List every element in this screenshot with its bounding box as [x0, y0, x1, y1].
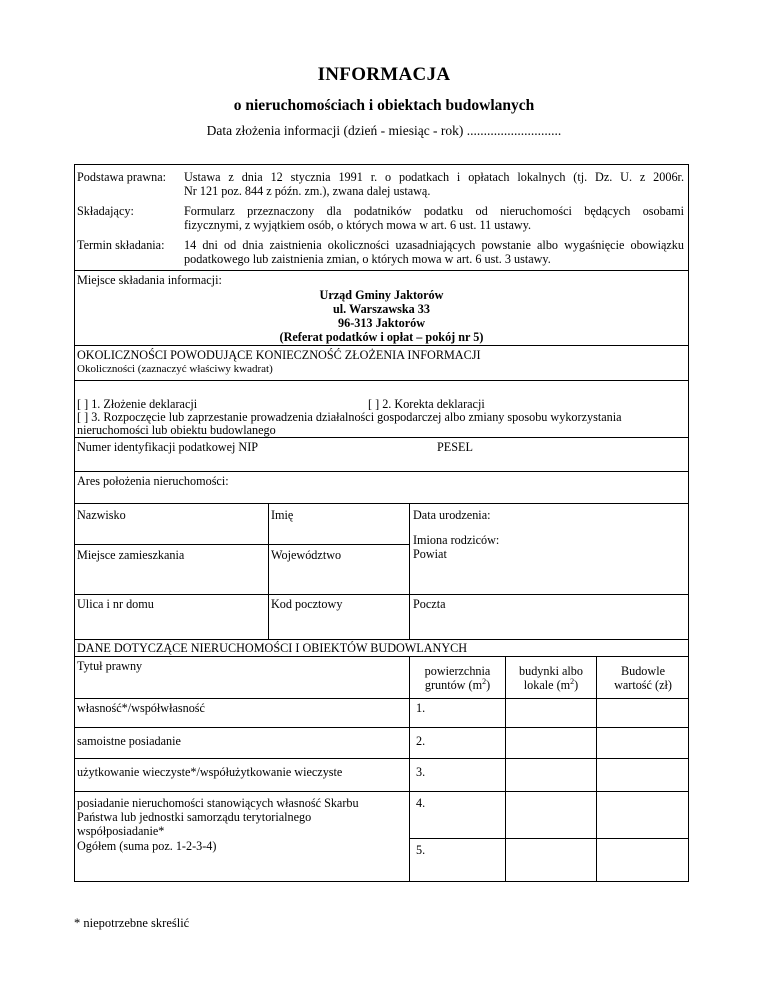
filer-text-1: Formularz przeznaczony dla podatników podatku od nieruchomości będących osobami	[184, 204, 684, 218]
form-title: INFORMACJA	[317, 64, 451, 85]
deadline-text-2: podatkowego lub zaistnienia zmian, o których mowa w art. 6 ust. 3 ustawy.	[184, 252, 551, 266]
table-row-title: własność*/współwłasność	[77, 701, 205, 715]
option-business-change-1[interactable]: [ ] 3. Rozpoczęcie lub zaprzestanie prowadzenia działalności gospodarczej albo zmiany sposobu wykorzystania	[77, 410, 622, 424]
divider	[409, 838, 689, 839]
option-business-change-2: nieruchomości lub obiektu budowlanego	[77, 423, 276, 437]
option-correction[interactable]: [ ] 2. Korekta deklaracji	[368, 397, 485, 411]
parents-label[interactable]: Imiona rodziców:	[413, 533, 500, 547]
submission-date-line[interactable]: Data złożenia informacji (dzień - miesiąc - rok) ............................	[206, 123, 562, 138]
form-subtitle: o nieruchomościach i obiektach budowlanych	[233, 97, 535, 114]
firstname-label[interactable]: Imię	[271, 508, 294, 522]
divider	[74, 503, 689, 504]
divider	[74, 437, 689, 438]
divider	[74, 698, 689, 699]
table-row-number: 1.	[416, 701, 426, 715]
grid-line	[268, 503, 269, 639]
table-row-number: 4.	[416, 796, 426, 810]
circumstances-hint: Okoliczności (zaznaczyć właściwy kwadrat)	[77, 363, 273, 375]
divider	[74, 758, 689, 759]
table-row-total-title: Ogółem (suma poz. 1-2-3-4)	[77, 839, 217, 853]
table-row-number: 2.	[416, 734, 426, 748]
postal-code-label[interactable]: Kod pocztowy	[271, 597, 343, 611]
divider	[74, 791, 689, 792]
filer-text-2: fizycznymi, z wyjątkiem osób, o których mowa w art. 6 ust. 11 ustawy.	[184, 218, 532, 232]
option-declaration[interactable]: [ ] 1. Złożenie deklaracji	[77, 397, 198, 411]
divider	[74, 380, 689, 381]
office-room: (Referat podatków i opłat – pokój nr 5)	[279, 330, 484, 344]
surname-label[interactable]: Nazwisko	[77, 508, 126, 522]
col-header-title: Tytuł prawny	[77, 659, 143, 673]
circumstances-heading: OKOLICZNOŚCI POWODUJĄCE KONIECZNOŚĆ ZŁOŻENIA INFORMACJI	[77, 348, 481, 362]
col-header-buildings: budynki albo lokale $(m^2)$	[519, 664, 583, 692]
birthdate-label[interactable]: Data urodzenia:	[413, 508, 491, 522]
footnote: * niepotrzebne skreślić	[74, 916, 190, 930]
table-row-title: samoistne posiadanie	[77, 734, 181, 748]
table-row-number: 5.	[416, 843, 426, 857]
office-name: Urząd Gminy Jaktorów	[319, 288, 444, 302]
table-row-title: użytkowanie wieczyste*/współużytkowanie wieczyste	[77, 765, 343, 779]
filer-label: Składający:	[77, 204, 134, 218]
divider	[74, 639, 689, 640]
property-address-label[interactable]: Ares położenia nieruchomości:	[77, 474, 229, 488]
divider	[74, 471, 689, 472]
table-row-number: 3.	[416, 765, 426, 779]
divider	[74, 345, 689, 346]
deadline-text-1: 14 dni od dnia zaistnienia okoliczności uzasadniających powstanie albo wygaśnięcie obowiązku	[184, 238, 684, 252]
pesel-label[interactable]: PESEL	[437, 440, 473, 454]
grid-line	[409, 503, 410, 639]
voivodeship-label[interactable]: Województwo	[271, 548, 342, 562]
property-heading: DANE DOTYCZĄCE NIERUCHOMOŚCI I OBIEKTÓW BUDOWLANYCH	[77, 641, 468, 655]
legal-basis-label: Podstawa prawna:	[77, 170, 167, 184]
county-label[interactable]: Powiat	[413, 547, 447, 561]
divider	[74, 544, 409, 545]
deadline-label: Termin składania:	[77, 238, 165, 252]
table-row-title: posiadanie nieruchomości stanowiących własność Skarbu	[77, 796, 359, 810]
legal-basis-text-2: Nr 121 poz. 844 z późn. zm.), zwana dalej ustawą.	[184, 184, 431, 198]
street-label[interactable]: Ulica i nr domu	[77, 597, 154, 611]
nip-label[interactable]: Numer identyfikacji podatkowej NIP	[77, 440, 259, 454]
table-row-title: współposiadanie*	[77, 824, 165, 838]
residence-label[interactable]: Miejsce zamieszkania	[77, 548, 185, 562]
office-label: Miejsce składania informacji:	[77, 273, 222, 287]
table-row-title: Państwa lub jednostki samorządu terytorialnego	[77, 810, 312, 824]
office-city: 96-313 Jaktorów	[338, 316, 425, 330]
divider	[74, 594, 689, 595]
office-street: ul. Warszawska 33	[333, 302, 430, 316]
divider	[74, 727, 689, 728]
col-header-land-area: powierzchnia gruntów $(m^2)$	[424, 664, 491, 692]
col-header-structures: Budowle wartość (zł)	[614, 664, 672, 692]
post-office-label[interactable]: Poczta	[413, 597, 446, 611]
legal-basis-text-1: Ustawa z dnia 12 stycznia 1991 r. o podatkach i opłatach lokalnych (tj. Dz. U. z 2006r.	[184, 170, 684, 184]
